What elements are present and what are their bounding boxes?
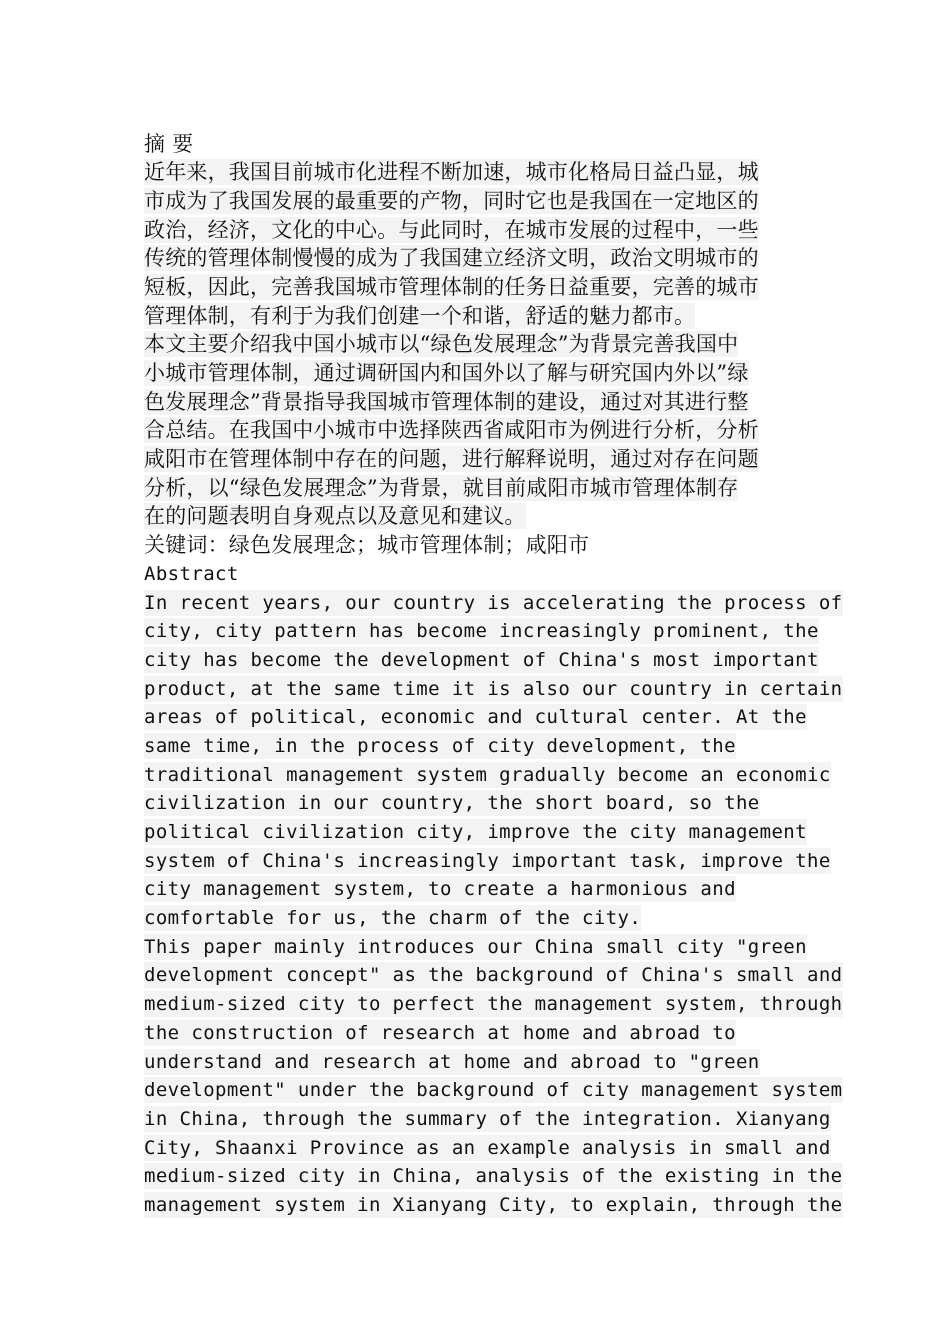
abstract-cn-p1-line: 传统的管理体制慢慢的成为了我国建立经济文明，政治文明城市的	[144, 246, 759, 271]
abstract-en-p1-line: product, at the same time it is also our country in certain	[144, 677, 843, 700]
abstract-en-p2-line: development concept" as the background of China's small and	[144, 964, 843, 987]
abstract-cn-p1-line: 近年来，我国目前城市化进程不断加速，城市化格局日益凸显，城	[144, 160, 759, 185]
abstract-en-p1-line: city has become the development of China's most important	[144, 648, 819, 671]
abstract-en-p1-line: comfortable for us, the charm of the city.	[144, 907, 642, 930]
abstract-en-p2-line: the construction of research at home and abroad to	[144, 1021, 736, 1044]
abstract-en-p1-line: civilization in our country, the short board, so the	[144, 792, 760, 815]
abstract-cn-heading: 摘 要	[144, 131, 194, 156]
abstract-en-p1-line: same time, in the process of city development, the	[144, 734, 736, 757]
abstract-en-heading: Abstract	[144, 562, 239, 585]
abstract-cn-p1-line: 政治，经济，文化的中心。与此同时，在城市发展的过程中，一些	[144, 217, 759, 242]
abstract-en-p1-line: political civilization city, improve the city management	[144, 821, 807, 843]
abstract-en-p2-line: in China, through the summary of the integration. Xianyang	[144, 1107, 831, 1130]
abstract-en-p2-line: management system in Xianyang City, to explain, through the	[144, 1193, 843, 1216]
abstract-cn-p2-line: 色发展理念”背景指导我国城市管理体制的建设，通过对其进行整	[144, 389, 749, 414]
abstract-cn-p2-line: 本文主要介绍我中国小城市以“绿色发展理念”为背景完善我国中	[144, 332, 739, 357]
keywords: 关键词：绿色发展理念；城市管理体制；咸阳市	[144, 533, 590, 558]
abstract-en-p2-line: understand and research at home and abroad to "green	[144, 1050, 760, 1073]
abstract-en-p2-line: This paper mainly introduces our China small city "green	[144, 935, 807, 958]
abstract-cn-p1-line: 短板，因此，完善我国城市管理体制的任务日益重要，完善的城市	[144, 274, 759, 299]
abstract-en-p2-line: medium-sized city in China, analysis of the existing in the	[144, 1165, 843, 1188]
abstract-cn-p2-line: 小城市管理体制，通过调研国内和国外以了解与研究国内外以”绿	[144, 361, 749, 385]
document-body	[144, 128, 843, 1218]
abstract-en-p1-line: areas of political, economic and cultural center. At the	[144, 706, 807, 729]
abstract-cn-p1-line: 管理体制，有利于为我们创建一个和谐，舒适的魅力都市。	[144, 303, 696, 328]
abstract-cn-p2-line: 在的问题表明自身观点以及意见和建议。	[144, 504, 526, 529]
abstract-cn-p1-line: 市成为了我国发展的最重要的产物，同时它也是我国在一定地区的	[144, 188, 759, 213]
abstract-en-p1-line: traditional management system gradually become an economic	[144, 763, 831, 786]
abstract-en-p2-line: City, Shaanxi Province as an example analysis in small and	[144, 1136, 831, 1159]
abstract-cn-p2-line: 咸阳市在管理体制中存在的问题，进行解释说明，通过对存在问题	[144, 447, 759, 472]
abstract-en-p2-line: medium-sized city to perfect the management system, through	[144, 993, 843, 1016]
abstract-en-p1-line: city management system, to create a harmonious and	[144, 878, 736, 901]
abstract-en-p2-line: development" under the background of city management system	[144, 1079, 843, 1102]
abstract-en-p1-line: city, city pattern has become increasingly prominent, the	[144, 620, 819, 643]
abstract-cn-p2-line: 分析，以“绿色发展理念”为背景，就目前咸阳市城市管理体制存	[144, 475, 739, 500]
abstract-cn-p2-line: 合总结。在我国中小城市中选择陕西省咸阳市为例进行分析，分析	[144, 418, 759, 443]
abstract-en-p1-line: system of China's increasingly important task, improve the	[144, 849, 831, 872]
abstract-en-p1-line: In recent years, our country is accelerating the process of	[144, 591, 843, 614]
